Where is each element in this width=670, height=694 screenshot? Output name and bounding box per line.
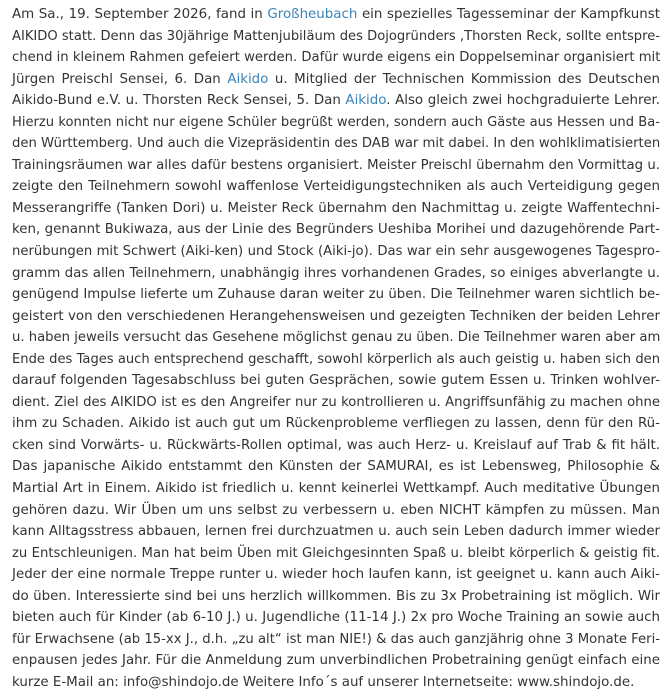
text-segment: Aikido-Bund e.V. u. Thorsten Reck Sensei, 5. Dan [12,93,346,109]
text-segment: ihm zu Schaden. Aikido ist auch gut um Rückenprobleme verfliegen zu lassen, denn für den Rü- [12,416,660,432]
text-line [12,564,660,586]
text-line [12,435,660,457]
inline-link[interactable]: Aikido [345,93,387,109]
text-segment: darauf folgenden Tagesabschluss bei guten Gesprächen, sowie gutem Essen u. Trinken wohlver- [12,373,660,389]
text-line [12,392,660,414]
text-line [12,4,660,26]
text-segment: gramm das allen Teilnehmern, unabhängig ihres vorhandenen Grades, so einiges abverlangte u. [12,265,660,281]
text-segment: den Württemberg. Und auch die Vizepräsidentin des DAB war mit dabei. In den wohlklimatisierten [12,136,661,152]
text-line [12,650,660,672]
text-segment: ein spezielles Tagesseminar der Kampfkunst [357,7,660,22]
text-line [12,133,660,155]
text-segment: Messerangriffe (Tanken Dori) u. Meister Reck übernahm den Nachmittag u. zeigte Waffentechni- [12,200,660,216]
text-line [12,370,660,392]
text-line [12,543,660,565]
text-segment: enpausen jedes Jahr. Für die Anmeldung zum unverbindlichen Probetraining genügt einfach eine [12,653,660,669]
text-segment: Jürgen Preischl Sensei, 6. Dan [12,71,228,87]
text-line [12,629,660,651]
text-segment: genügend Impulse lieferte um Zuhause daran weiter zu üben. Die Teilnehmer waren sichtlich be- [12,287,660,303]
text-segment: Jeder der eine normale Treppe runter u. wieder hoch laufen kann, ist geeignet u. kann auch Aiki- [12,567,660,583]
text-line [12,586,660,608]
inline-link[interactable]: Großheubach [267,7,358,22]
text-segment: gehören dazu. Wir Üben um uns selbst zu verbessern u. eben NICHT kämpfen zu müssen. Man [12,502,660,518]
text-line [12,413,660,435]
text-line [12,672,660,694]
text-line [12,349,660,371]
text-segment: zu Entschleunigen. Man hat beim Üben mit Gleichgesinnten Spaß u. bleibt körperlich & geistig fit. [12,545,660,561]
text-segment: u. Mitglied der Technischen Kommission des Deutschen [268,71,660,87]
text-segment: für Erwachsene (ab 15-xx J., d.h. „zu alt“ ist man NIE!) & das auch ganzjährig ohne 3 Monate Feri- [12,631,660,647]
text-segment: Martial Art in Einem. Aikido ist friedlich u. kennt keinerlei Wettkampf. Auch meditative Übungen [12,481,660,497]
text-segment: ken, genannt Bukiwaza, aus der Linie des Begründers Ueshiba Morihei und dazugehörende Part- [12,222,660,238]
text-segment: geistert von den verschiedenen Herangehensweisen und gezeigten Techniken der beiden Lehrer [12,308,660,324]
text-line [12,478,660,500]
text-line [12,69,660,91]
text-segment: bieten auch für Kinder (ab 6-10 J.) u. Jugendliche (11-14 J.) 2x pro Woche Training an sowie auch [12,610,660,626]
text-segment: zeigte den Teilnehmern sowohl waffenlose Verteidigungstechniken als auch Verteidigung gegen [12,179,660,195]
text-segment: do üben. Interessierte sind bei uns herzlich willkommen. Bis zu 3x Probetraining ist möglich. Wir [12,588,660,604]
text-segment: u. haben jeweils versucht das Gesehene möglichst genau zu üben. Die Teilnehmer waren aber am [12,330,661,346]
text-line [12,456,660,478]
text-segment: chend in kleinem Rahmen gefeiert werden. Dafür wurde eigens ein Doppelseminar organisiert mit [12,50,661,66]
text-segment: Ende des Tages auch entsprechend geschafft, sowohl körperlich als auch geistig u. haben sich den [12,351,660,367]
text-line [12,90,660,112]
text-line [12,155,660,177]
text-line [12,112,660,134]
text-line [12,176,660,198]
text-segment: . Also gleich zwei hochgraduierte Lehrer. [386,93,660,109]
text-segment: AIKIDO statt. Denn das 30jährige Mattenjubiläum des Dojogründers ‚Thorsten Reck, sollte entspre- [12,28,660,44]
text-segment: nerübungen mit Schwert (Aiki-ken) und Stock (Aiki-jo). Das war ein sehr ausgewogenes Tagespro- [12,244,660,260]
text-line [12,219,660,241]
text-segment: cken sind Vorwärts- u. Rückwärts-Rollen optimal, was auch Herz- u. Kreislauf auf Trab & fit hält. [12,437,660,453]
text-segment: Am Sa., 19. September 2026, fand in [12,7,268,22]
text-line [12,607,660,629]
text-segment: dient. Ziel des AIKIDO ist es den Angreifer nur zu kontrollieren u. Angriffsunfähig zu machen ohne [12,394,660,410]
text-line [12,241,660,263]
text-line [12,327,660,349]
text-segment: Trainingsräumen war alles dafür bestens organisiert. Meister Preischl übernahm den Vormittag u. [12,157,660,173]
text-line [12,263,660,285]
text-line [12,198,660,220]
inline-link[interactable]: Aikido [227,71,269,87]
text-segment: kann Alltagsstress abbauen, lernen frei durchzuatmen u. auch sein Leben dadurch immer wieder [12,524,660,540]
text-line [12,306,660,328]
text-line [12,500,660,522]
text-segment: kurze E-Mail an: info@shindojo.de Weitere Info´s auf unserer Internetseite: www.shindojo.de. [12,674,635,690]
text-line [12,26,660,48]
text-segment: Das japanische Aikido entstammt den Künsten der SAMURAI, es ist Lebensweg, Philosophie & [12,459,660,475]
text-line [12,521,660,543]
text-line [12,284,660,306]
text-line [12,47,660,69]
text-segment: Hierzu konnten nicht nur eigene Schüler begrüßt werden, sondern auch Gäste aus Hessen und Ba- [12,114,660,130]
